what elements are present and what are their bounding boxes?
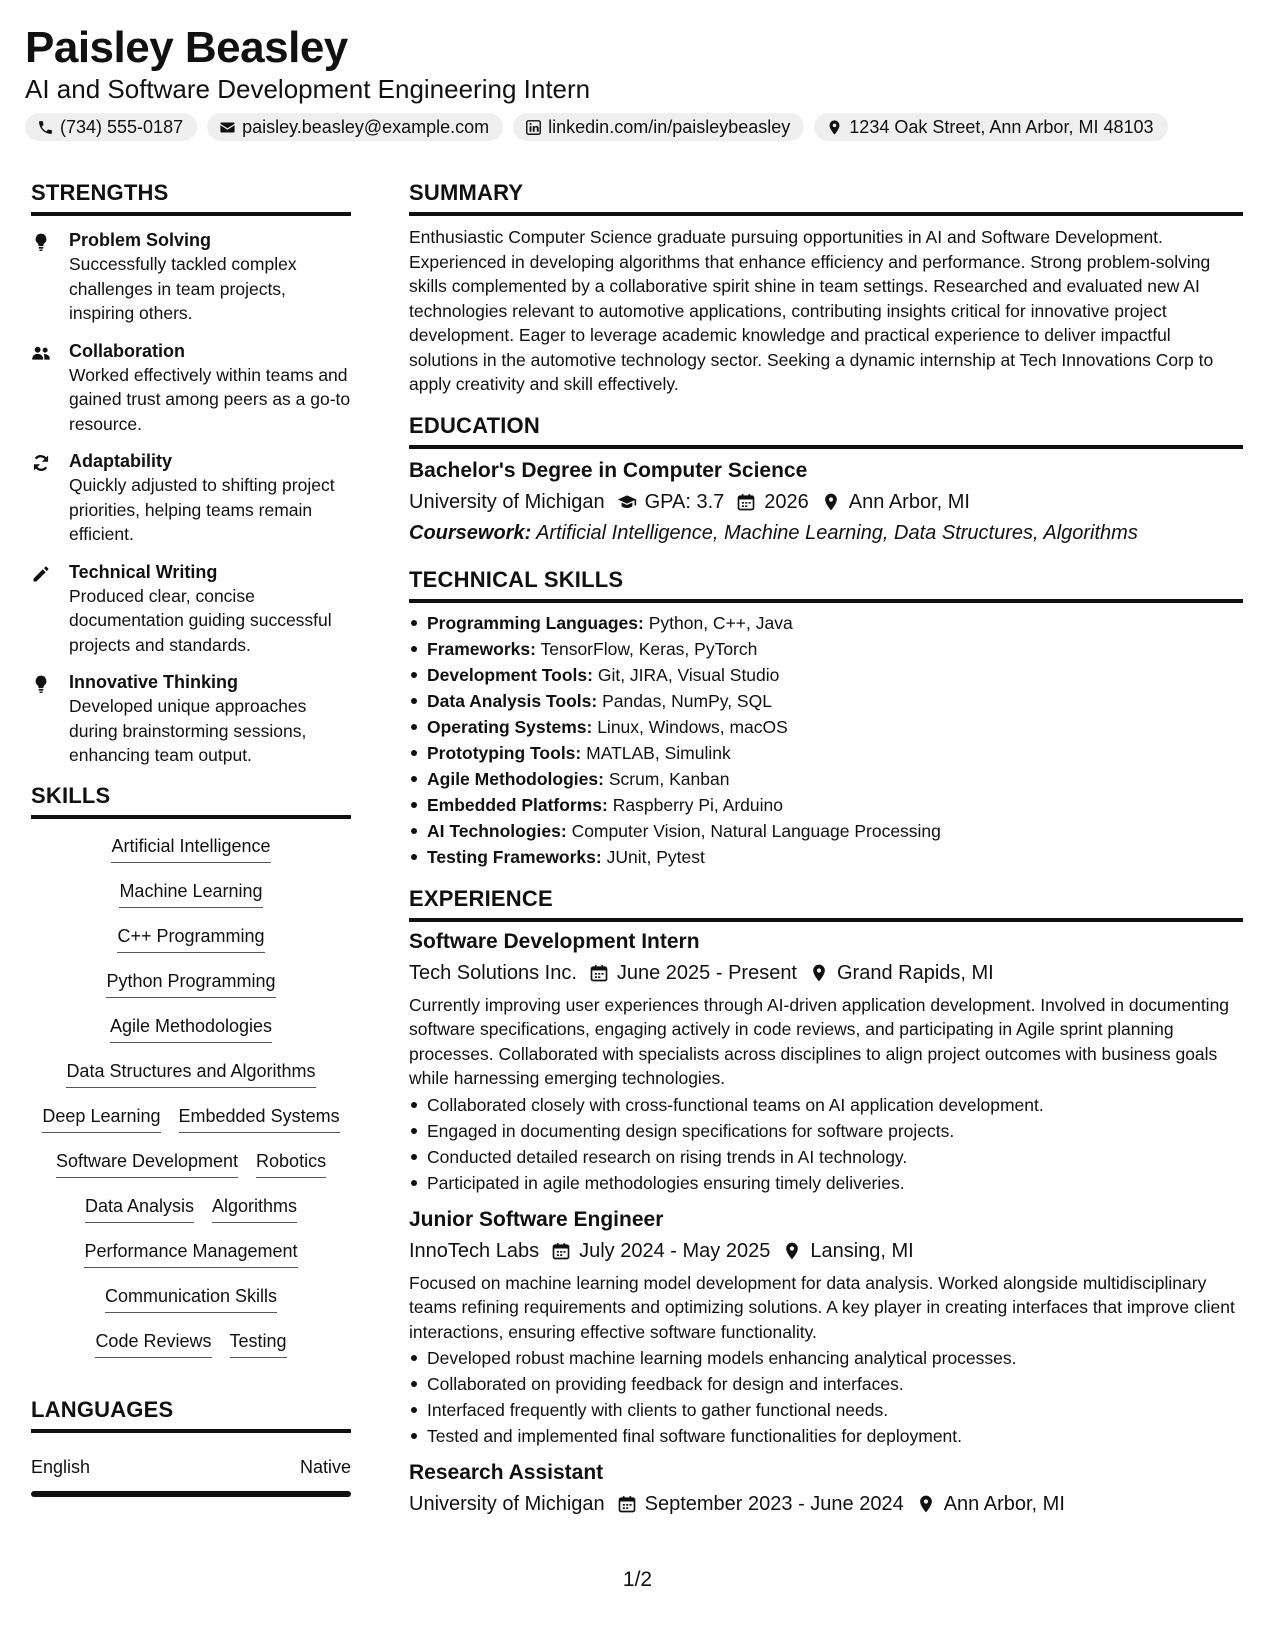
- job-location: Grand Rapids, MI: [837, 961, 994, 984]
- skills-list: [31, 833, 351, 1373]
- skill-row: [95, 1328, 286, 1373]
- section-divider: [31, 212, 351, 216]
- strengths-title: STRENGTHS: [31, 180, 169, 205]
- skill-values: Raspberry Pi, Arduino: [612, 794, 783, 815]
- skill-row: [110, 1013, 272, 1058]
- education-location: Ann Arbor, MI: [848, 490, 970, 513]
- map-marker-icon: [821, 492, 841, 512]
- coursework-label: Coursework:: [409, 521, 532, 544]
- strengths-section: [31, 178, 351, 768]
- resume-header: [25, 22, 1250, 141]
- calendar-icon: [551, 1241, 571, 1261]
- job-summary: Currently improving user experiences through AI-driven application development. Involved in documenting software specifications, engaging actively in code reviews, and participating in Agile sprint planning processes. Collaborated with specialists across disciplines to align project outcomes with business goals while harnessing emerging technologies.: [409, 994, 1230, 1088]
- list-item: [409, 792, 1243, 818]
- address-pill[interactable]: [814, 113, 1167, 141]
- skill-values: Pandas, NumPy, SQL: [602, 690, 772, 711]
- summary-text: Enthusiastic Computer Science graduate pursuing opportunities in AI and Software Development. Experienced in developing algorithms that enhance efficiency and performance. Strong problem-solving skills complemented by a collaborative spirit shine in team settings. Researched and evaluated new AI technologies relevant to automotive applications, contributing insights critical for innovative project development. Eager to leverage academic knowledge and practical experience to deliver impactful solutions in the automotive technology sector. Seeking a dynamic internship at Tech Innovations Corp to apply creativity and skill effectively.: [409, 227, 1214, 394]
- skill-category: Embedded Platforms:: [427, 794, 608, 815]
- experience-entry: [409, 928, 1243, 1196]
- strength-heading: Problem Solving: [69, 230, 212, 250]
- skill-values: Computer Vision, Natural Language Processing: [571, 820, 941, 841]
- strength-item: [31, 449, 351, 547]
- list-item: Conducted detailed research on rising trends in AI technology.: [409, 1144, 1243, 1170]
- skill-category: Operating Systems:: [427, 716, 593, 737]
- skill-tag: Robotics: [256, 1148, 326, 1178]
- list-item: Collaborated closely with cross-functional teams on AI application development.: [409, 1092, 1243, 1118]
- skill-tag: Embedded Systems: [179, 1103, 340, 1133]
- strength-description: Worked effectively within teams and gained trust among peers as a go-to resource.: [69, 364, 351, 434]
- job-title: Junior Software Engineer: [409, 1207, 664, 1231]
- skill-tag: Deep Learning: [42, 1103, 160, 1133]
- list-item: Participated in agile methodologies ensuring timely deliveries.: [409, 1170, 1243, 1196]
- list-item: [409, 740, 1243, 766]
- skill-tag: Code Reviews: [95, 1328, 211, 1358]
- skill-row: [85, 1193, 297, 1238]
- sync-icon: [31, 453, 51, 473]
- section-divider: [31, 1429, 351, 1433]
- skill-tag: Software Development: [56, 1148, 238, 1178]
- candidate-name: Paisley Beasley: [25, 23, 348, 72]
- strength-item: [31, 670, 351, 768]
- skill-values: Scrum, Kanban: [608, 768, 730, 789]
- strength-description: Produced clear, concise documentation guiding successful projects and standards.: [69, 585, 332, 655]
- strength-item: [31, 339, 351, 437]
- skill-tag: Artificial Intelligence: [111, 833, 270, 863]
- skill-category: Frameworks:: [427, 638, 536, 659]
- job-meta: [409, 1237, 1243, 1265]
- skill-values: Python, C++, Java: [648, 612, 793, 633]
- skill-row: [105, 1283, 277, 1328]
- job-title: Research Assistant: [409, 1461, 604, 1484]
- skill-row: [56, 1148, 326, 1193]
- job-title: Software Development Intern: [409, 929, 700, 953]
- language-item: [31, 1455, 351, 1479]
- coursework-list: Artificial Intelligence, Machine Learning, Data Structures, Algorithms: [536, 521, 1138, 544]
- list-item: Tested and implemented final software functionalities for deployment.: [409, 1423, 1243, 1449]
- right-column: [409, 178, 1243, 1518]
- job-dates: June 2025 - Present: [616, 961, 797, 984]
- phone-icon: [37, 119, 54, 136]
- graduation-year: 2026: [764, 490, 809, 513]
- skill-row: [119, 878, 262, 923]
- skills-title: SKILLS: [31, 782, 111, 808]
- skill-category: Programming Languages:: [427, 612, 644, 633]
- skill-row: [117, 923, 264, 968]
- pencil-icon: [31, 564, 51, 584]
- section-divider: [409, 599, 1243, 603]
- section-divider: [409, 212, 1243, 216]
- map-marker-icon: [809, 963, 829, 983]
- candidate-title: AI and Software Development Engineering Intern: [25, 74, 591, 104]
- job-dates: September 2023 - June 2024: [644, 1493, 904, 1515]
- experience-section: [409, 884, 1243, 1519]
- skill-row: [84, 1238, 297, 1283]
- skill-values: TensorFlow, Keras, PyTorch: [540, 638, 758, 659]
- list-item: [409, 766, 1243, 792]
- experience-entry: [409, 1206, 1243, 1450]
- company-name: Tech Solutions Inc.: [409, 961, 577, 984]
- skill-tag: Communication Skills: [105, 1283, 277, 1313]
- skill-tag: Performance Management: [84, 1238, 297, 1268]
- technical-skills-list: [409, 610, 1243, 870]
- left-column: [31, 178, 351, 1497]
- section-divider: [409, 445, 1243, 449]
- strength-heading: Technical Writing: [69, 561, 218, 582]
- strength-description: Quickly adjusted to shifting project priorities, helping teams remain efficient.: [69, 475, 335, 544]
- job-location: Lansing, MI: [810, 1239, 914, 1262]
- users-icon: [31, 343, 51, 363]
- education-meta: [409, 488, 1243, 516]
- strength-heading: Adaptability: [69, 451, 173, 471]
- strength-item: [31, 228, 351, 326]
- section-divider: [409, 918, 1243, 922]
- list-item: Engaged in documenting design specifications for software projects.: [409, 1118, 1243, 1144]
- list-item: [409, 636, 1243, 662]
- skill-row: [66, 1058, 315, 1103]
- skill-tag: Testing: [230, 1328, 287, 1358]
- strengths-list: [31, 228, 351, 768]
- skill-row: [111, 833, 270, 878]
- coursework: [409, 519, 1243, 547]
- strength-description: Developed unique approaches during brainstorming sessions, enhancing team output.: [69, 696, 307, 765]
- linkedin-pill[interactable]: [513, 113, 804, 141]
- skill-category: Development Tools:: [427, 664, 593, 685]
- school-name: University of Michigan: [409, 490, 605, 513]
- page-number: 1/2: [622, 1568, 653, 1591]
- job-meta: [409, 959, 1243, 987]
- list-item: Developed robust machine learning models enhancing analytical processes.: [409, 1345, 1243, 1371]
- skill-tag: Agile Methodologies: [110, 1013, 272, 1043]
- skill-tag: C++ Programming: [117, 923, 264, 953]
- skill-tag: Python Programming: [106, 968, 275, 998]
- company-name: University of Michigan: [409, 1493, 605, 1515]
- map-marker-icon: [826, 119, 843, 136]
- summary-section: [409, 178, 1243, 397]
- strength-heading: Innovative Thinking: [69, 672, 239, 692]
- skill-values: Linux, Windows, macOS: [597, 716, 788, 737]
- list-item: [409, 818, 1243, 844]
- technical-skills-title: TECHNICAL SKILLS: [409, 566, 624, 592]
- list-item: [409, 662, 1243, 688]
- graduation-cap-icon: [617, 492, 637, 512]
- language-level-bar: [31, 1491, 351, 1497]
- education-section: [409, 411, 1243, 547]
- technical-skills-section: [409, 565, 1243, 870]
- experience-entry: [409, 1459, 1243, 1518]
- summary-title: SUMMARY: [409, 180, 524, 205]
- skill-row: [106, 968, 275, 1013]
- job-summary: Focused on machine learning model development for data analysis. Worked alongside multidisciplinary teams refining requirements and optimizing solutions. A key player in creating interfaces that improve client interactions, ensuring effective software functionality.: [409, 1272, 1235, 1342]
- lightbulb-icon: [31, 232, 51, 252]
- skills-section: [31, 781, 351, 1373]
- skill-values: MATLAB, Simulink: [586, 742, 731, 763]
- job-dates: July 2024 - May 2025: [579, 1239, 771, 1262]
- languages-section: [31, 1395, 351, 1497]
- phone-pill[interactable]: [25, 113, 197, 141]
- degree-title: Bachelor's Degree in Computer Science: [409, 458, 808, 482]
- experience-title: EXPERIENCE: [409, 885, 553, 911]
- linkedin-text: linkedin.com/in/paisleybeasley: [548, 116, 791, 137]
- language-level: Native: [299, 1456, 351, 1477]
- skill-values: JUnit, Pytest: [606, 846, 705, 867]
- envelope-icon: [219, 119, 236, 136]
- contact-bar: [25, 113, 1250, 141]
- section-divider: [31, 815, 351, 819]
- list-item: Collaborated on providing feedback for design and interfaces.: [409, 1371, 1243, 1397]
- list-item: [409, 688, 1243, 714]
- skill-values: Git, JIRA, Visual Studio: [597, 664, 780, 685]
- gpa-text: GPA: 3.7: [644, 490, 725, 513]
- company-name: InnoTech Labs: [409, 1239, 540, 1262]
- languages-title: LANGUAGES: [31, 1396, 174, 1422]
- skill-tag: Data Structures and Algorithms: [66, 1058, 315, 1088]
- strength-item: [31, 560, 351, 658]
- calendar-icon: [589, 963, 609, 983]
- job-location: Ann Arbor, MI: [943, 1493, 1065, 1515]
- list-item: Interfaced frequently with clients to gather functional needs.: [409, 1397, 1243, 1423]
- job-meta: [409, 1490, 1243, 1518]
- job-bullets: [409, 1345, 1243, 1449]
- skill-category: Agile Methodologies:: [427, 768, 604, 789]
- email-text: paisley.beasley@example.com: [242, 116, 490, 137]
- skill-category: Testing Frameworks:: [427, 846, 602, 867]
- calendar-icon: [736, 492, 756, 512]
- skill-tag: Machine Learning: [119, 878, 262, 908]
- language-name: English: [31, 1456, 91, 1477]
- map-marker-icon: [916, 1494, 936, 1514]
- calendar-icon: [617, 1494, 637, 1514]
- job-bullets: [409, 1092, 1243, 1196]
- skill-category: Prototyping Tools:: [427, 742, 582, 763]
- education-title: EDUCATION: [409, 412, 540, 438]
- map-marker-icon: [782, 1241, 802, 1261]
- phone-text: (734) 555-0187: [60, 116, 184, 137]
- strength-description: Successfully tackled complex challenges in team projects, inspiring others.: [69, 254, 297, 323]
- strength-heading: Collaboration: [69, 340, 185, 361]
- skill-row: [42, 1103, 339, 1148]
- address-text: 1234 Oak Street, Ann Arbor, MI 48103: [849, 116, 1154, 137]
- list-item: [409, 844, 1243, 870]
- skill-tag: Data Analysis: [85, 1193, 194, 1223]
- skill-category: AI Technologies:: [427, 820, 567, 841]
- list-item: [409, 714, 1243, 740]
- email-pill[interactable]: [207, 113, 503, 141]
- list-item: [409, 610, 1243, 636]
- skill-tag: Algorithms: [212, 1193, 297, 1223]
- skill-category: Data Analysis Tools:: [427, 690, 598, 711]
- lightbulb-icon: [31, 674, 51, 694]
- linkedin-icon: [525, 119, 542, 136]
